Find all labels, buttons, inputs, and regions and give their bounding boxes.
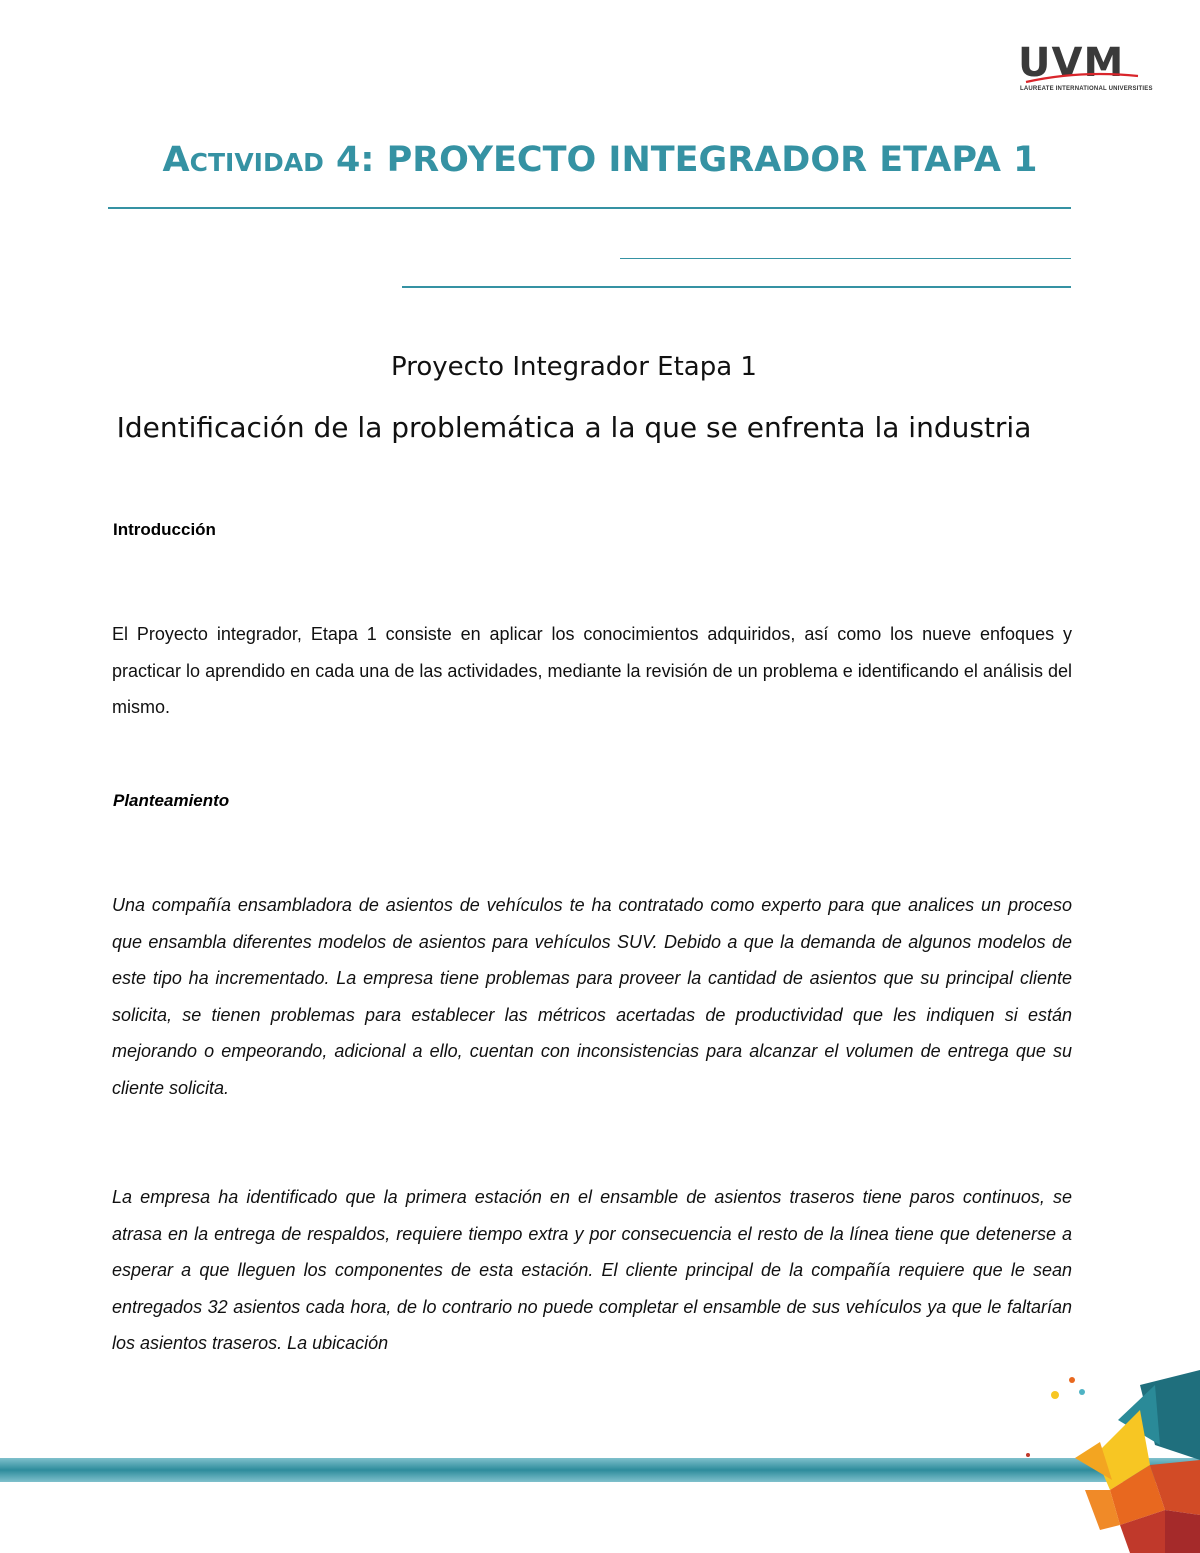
subtitle-project: Proyecto Integrador Etapa 1	[391, 352, 757, 382]
paragraph-introduccion: El Proyecto integrador, Etapa 1 consiste en aplicar los conocimientos adquiridos, así como los nueve enfoques y practicar lo aprendido en cada una de las actividades, mediante la revisión de un problema e identificando el análisis del mismo.	[112, 624, 1072, 717]
heading-introduccion: Introducción	[113, 520, 216, 539]
title-main: PROYECTO INTEGRADOR ETAPA 1	[386, 140, 1038, 180]
title-prefix: Actividad 4:	[162, 140, 375, 180]
document-title	[120, 140, 1080, 180]
paragraph-planteamiento-2: La empresa ha identificado que la primera estación en el ensamble de asientos traseros tiene paros continuos, se atrasa en la entrega de respaldos, requiere tiempo extra y por consecuencia el resto de la línea tiene que detenerse a esperar a que lleguen los componentes de esta estación. El cliente principal de la compañía requiere que le sean entregados 32 asientos cada hora, de lo contrario no puede completar el ensamble de sus vehículos ya que le faltarían los asientos traseros. La ubicación	[112, 1187, 1072, 1353]
logo-swoosh-icon	[1020, 72, 1140, 86]
name-line	[620, 258, 1071, 259]
uvm-logo	[1018, 40, 1153, 96]
heading-planteamiento: Planteamiento	[113, 791, 230, 810]
decorative-polygons-icon	[1000, 1350, 1200, 1553]
paragraph-planteamiento-1: Una compañía ensambladora de asientos de vehículos te ha contratado como experto para que analices un proceso que ensambla diferentes modelos de asientos para vehículos SUV. Debido a que la demanda de algunos modelos de este tipo ha incrementado. La empresa tiene problemas para proveer la cantidad de asientos que su principal cliente solicita, se tienen problemas para establecer las métricos acertadas de productividad que les indiquen si están mejorando o empeorando, adicional a ello, cuentan con inconsistencias para alcanzar el volumen de entrega que su cliente solicita.	[112, 895, 1072, 1098]
logo-wordmark: UVM	[1018, 40, 1125, 86]
title-underline	[108, 207, 1071, 209]
subtitle-topic: Identificación de la problemática a la que se enfrenta la industria	[116, 411, 1032, 444]
logo-tagline: LAUREATE INTERNATIONAL UNIVERSITIES	[1020, 86, 1153, 92]
detail-line	[402, 286, 1071, 288]
